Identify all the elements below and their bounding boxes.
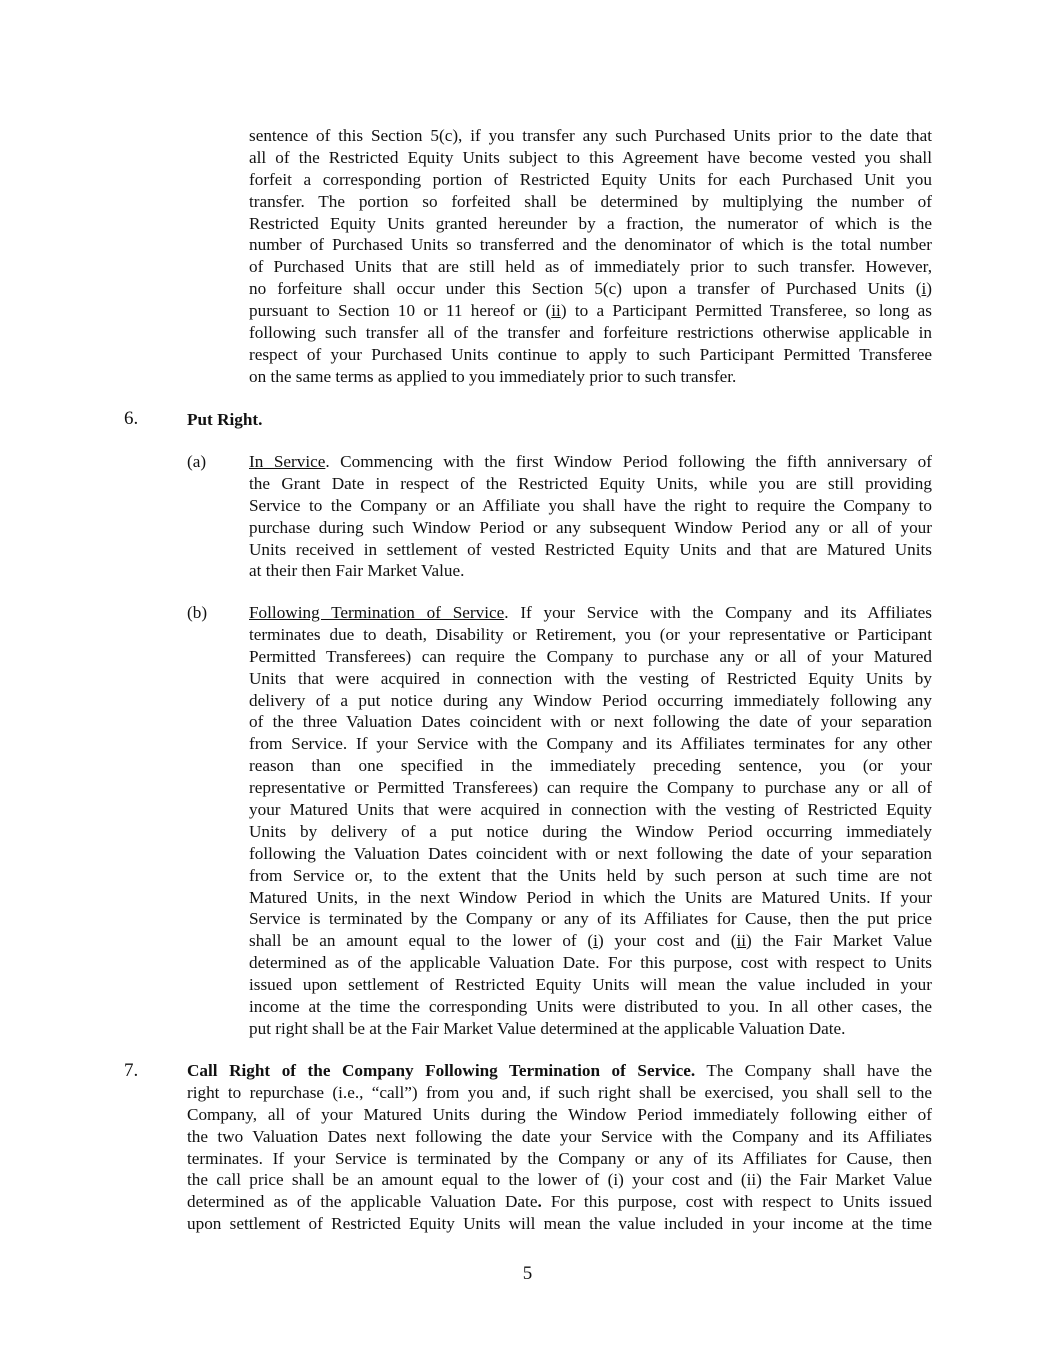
paragraph-line: following the Valuation Dates coincident with or next following the date of your separation [249, 843, 932, 863]
section-6-number: 6. [124, 408, 139, 429]
paragraph-line: all of the Restricted Equity Units subject to this Agreement have become vested you shall [249, 147, 932, 167]
paragraph-line: Service is terminated by the Company or any of its Affiliates for Cause, then the put price [249, 909, 932, 929]
paragraph-line: reason than one specified in the immediately preceding sentence, you (or your [249, 756, 932, 776]
subsection-6b-text [249, 602, 932, 1040]
subsection-title: In Service [249, 452, 326, 471]
section-7-text [187, 1060, 932, 1235]
paragraph-line: Following Termination of Service. If your Service with the Company and its Affiliates [249, 603, 932, 622]
paragraph-line: upon settlement of Restricted Equity Units will mean the value included in your income at the time [187, 1214, 932, 1234]
paragraph-line: of Purchased Units that are still held as of immediately prior to such transfer. However, [249, 257, 932, 277]
paragraph-line: Service to the Company or an Affiliate you shall have the right to require the Company to [249, 495, 932, 515]
paragraph-line: number of Purchased Units so transferred and the denominator of which is the total number [249, 235, 932, 255]
paragraph-line: terminates due to death, Disability or Retirement, you (or your representative or Participant [249, 624, 932, 644]
subsection-6a-text [249, 451, 932, 582]
paragraph-line: Call Right of the Company Following Termination of Service. The Company shall have the [187, 1061, 932, 1080]
paragraph-line: Units received in settlement of vested Restricted Equity Units and that are Matured Units [249, 539, 932, 559]
paragraph-line: Units by delivery of a put notice during the Window Period occurring immediately [249, 821, 932, 841]
paragraph-line: following such transfer all of the transfer and forfeiture restrictions otherwise applicable in [249, 323, 932, 343]
section-6-heading: Put Right. [187, 410, 263, 429]
paragraph-line: Permitted Transferees) can require the Company to purchase any or all of your Matured [249, 646, 932, 666]
paragraph-line: income at the time the corresponding Units were distributed to you. In all other cases, the [249, 997, 932, 1017]
subsection-title: Following Termination of Service [249, 603, 505, 622]
roman-numeral: i [921, 279, 927, 299]
paragraph-line: In Service. Commencing with the first Window Period following the fifth anniversary of [249, 452, 932, 471]
paragraph-line: on the same terms as applied to you immediately prior to such transfer. [249, 366, 737, 386]
paragraph-line: delivery of a put notice during any Window Period occurring immediately following any [249, 690, 932, 710]
roman-numeral: ii [551, 301, 561, 321]
section-5c-continuation [249, 125, 932, 388]
page-number: 5 [522, 1263, 533, 1284]
section-7-heading: Call Right of the Company Following Termination of Service. [187, 1061, 696, 1080]
paragraph-line: no forfeiture shall occur under this Section 5(c) upon a transfer of Purchased Units (i) [249, 279, 932, 299]
paragraph-line: the two Valuation Dates next following the date your Service with the Company and its Affiliates [187, 1126, 932, 1146]
roman-numeral: ii [736, 931, 747, 951]
subsection-6a-label: (a) [187, 452, 207, 471]
paragraph-line: the call price shall be an amount equal to the lower of (i) your cost and (ii) the Fair Market Value [187, 1170, 932, 1190]
paragraph-line: sentence of this Section 5(c), if you transfer any such Purchased Units prior to the date that [249, 126, 932, 145]
paragraph-line: right to repurchase (i.e., “call”) from you and, if such right shall be exercised, you shall sell to the [187, 1082, 932, 1102]
paragraph-line: forfeit a corresponding portion of Restricted Equity Units for each Purchased Unit you [249, 169, 932, 189]
paragraph-line: Company, all of your Matured Units during the Window Period immediately following either of [187, 1104, 932, 1124]
paragraph-line: respect of your Purchased Units continue to apply to such Participant Permitted Transferee [249, 344, 932, 364]
paragraph-line: determined as of the applicable Valuation Date. For this purpose, cost with respect to Units issued [187, 1192, 932, 1212]
paragraph-line: terminates. If your Service is terminated by the Company or any of its Affiliates for Cause, then [187, 1148, 932, 1168]
paragraph-line: determined as of the applicable Valuation Date. For this purpose, cost with respect to Units [249, 953, 932, 973]
paragraph-line: of the three Valuation Dates coincident with or next following the date of your separation [249, 712, 932, 732]
paragraph-line: from Service. If your Service with the Company and its Affiliates terminates for any other [249, 734, 932, 754]
paragraph-line: pursuant to Section 10 or 11 hereof or (ii) to a Participant Permitted Transferee, so long as [249, 301, 932, 321]
paragraph-line: at their then Fair Market Value. [249, 561, 465, 581]
paragraph-line: purchase during such Window Period or any subsequent Window Period any or all of your [249, 517, 932, 537]
paragraph-line: Restricted Equity Units granted hereunder by a fraction, the numerator of which is the [249, 213, 932, 233]
paragraph-line: put right shall be at the Fair Market Value determined at the applicable Valuation Date. [249, 1018, 846, 1038]
paragraph-line: Matured Units, in the next Window Period in which the Units are Matured Units. If your [249, 887, 932, 907]
paragraph-line: the Grant Date in respect of the Restricted Equity Units, while you are still providing [249, 473, 932, 493]
paragraph-line: representative or Permitted Transferees) can require the Company to purchase any or all of [249, 778, 932, 798]
paragraph-line: shall be an amount equal to the lower of (i) your cost and (ii) the Fair Market Value [249, 931, 932, 951]
paragraph-line: issued upon settlement of Restricted Equity Units will mean the value included in your [249, 975, 932, 995]
paragraph-line: from Service or, to the extent that the Units held by such person at such time are not [249, 865, 932, 885]
paragraph-line: Units that were acquired in connection with the vesting of Restricted Equity Units by [249, 668, 932, 688]
roman-numeral: i [593, 931, 598, 951]
subsection-6b-label: (b) [187, 603, 208, 622]
paragraph-line: transfer. The portion so forfeited shall be determined by multiplying the number of [249, 191, 932, 211]
paragraph-line: your Matured Units that were acquired in connection with the vesting of Restricted Equity [249, 800, 932, 820]
section-7-number: 7. [124, 1060, 139, 1081]
